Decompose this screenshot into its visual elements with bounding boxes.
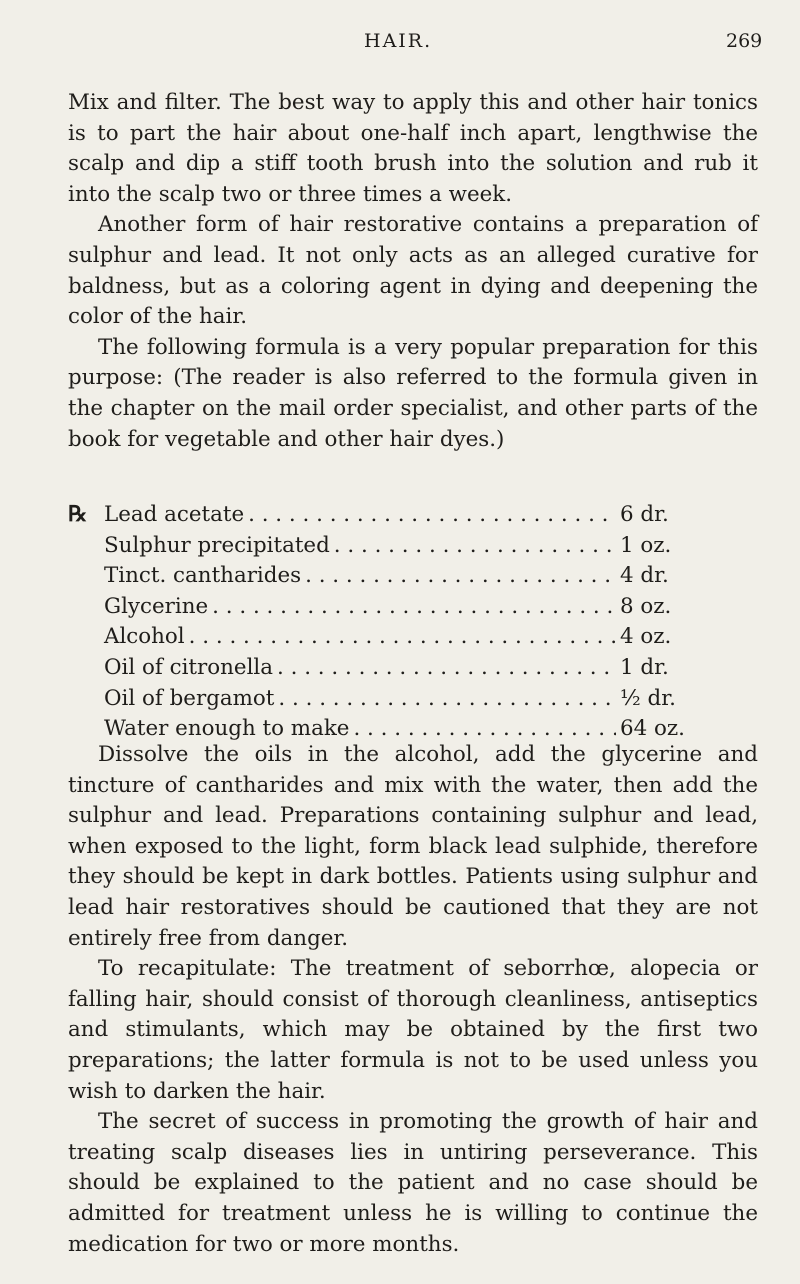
ingredient-name: Tinct. cantharides xyxy=(104,563,302,589)
paragraph: To recapitulate: The treatment of seborrhœ, alopecia or falling hair, should consist of thorough cleanliness, antiseptics and stimulants, which may be obtained by the first two preparations; the latter formula is not to be used unless you wish to darken the hair. xyxy=(68,956,758,1104)
ingredient-row xyxy=(104,561,690,592)
paragraph: Another form of hair restorative contains a preparation of sulphur and lead. It not only acts as an alleged curative for baldness, but as a coloring agent in dying and deepening the color of the hair. xyxy=(68,212,758,330)
paragraph: Dissolve the oils in the alcohol, add the glycerine and tincture of cantharides and mix with the water, then add the sulphur and lead. Preparations containing sulphur and lead, when exposed to the light, form black lead sulphide, therefore they should be kept in dark bottles. Patients using sulphur and lead hair restoratives should be cautioned that they are not entirely free from danger. xyxy=(68,742,758,951)
body-text-top xyxy=(68,88,758,455)
body-text-bottom xyxy=(68,740,758,1260)
ingredient-quantity: 6 dr. xyxy=(620,502,669,527)
ingredient-row xyxy=(104,684,690,715)
paragraph: The secret of success in promoting the growth of hair and treating scalp diseases lies in untiring perseverance. This should be explained to the patient and no case should be admitted for treatment unless he is willing to continue the medication for two or more months. xyxy=(68,1109,758,1257)
leader-dots xyxy=(334,531,616,562)
ingredient-quantity: 4 dr. xyxy=(620,563,669,589)
leader-dots xyxy=(305,561,616,592)
leader-dots xyxy=(248,500,616,531)
ingredient-name: Alcohol xyxy=(104,624,185,650)
leader-dots xyxy=(189,622,616,653)
ingredient-row xyxy=(104,500,690,531)
paragraph: The following formula is a very popular preparation for this purpose: (The reader is also referred to the formula given in the chapter on the mail order specialist, and other parts of the book for vegetable and other hair dyes.) xyxy=(68,334,758,452)
ingredient-list xyxy=(104,500,690,745)
page-number: 269 xyxy=(726,30,763,52)
leader-dots xyxy=(277,653,616,684)
ingredient-quantity: 8 oz. xyxy=(620,593,672,619)
ingredient-name: Lead acetate xyxy=(104,502,245,527)
ingredient-name: Water enough to make xyxy=(104,716,350,742)
leader-dots xyxy=(278,684,616,715)
ingredient-name: Glycerine xyxy=(104,593,209,619)
leader-dots xyxy=(212,592,616,623)
ingredient-quantity: ½ dr. xyxy=(620,685,676,711)
running-title: HAIR. xyxy=(364,30,433,52)
ingredient-row xyxy=(104,622,690,653)
ingredient-quantity: 1 oz. xyxy=(620,532,672,558)
ingredient-name: Oil of bergamot xyxy=(104,685,275,711)
ingredient-row xyxy=(104,653,690,684)
ingredient-name: Oil of citronella xyxy=(104,654,274,680)
ingredient-row xyxy=(104,531,690,562)
ingredient-quantity: 1 dr. xyxy=(620,654,669,680)
ingredient-name: Sulphur precipitated xyxy=(104,532,330,558)
ingredient-quantity: 64 oz. xyxy=(620,716,685,742)
ingredient-row xyxy=(104,592,690,623)
prescription-symbol: ℞ xyxy=(68,502,88,527)
ingredient-quantity: 4 oz. xyxy=(620,624,672,650)
paragraph: Mix and filter. The best way to apply this and other hair tonics is to part the hair about one-half inch apart, lengthwise the scalp and dip a stiff tooth brush into the solution and rub it into the scalp two or three times a week. xyxy=(68,90,758,207)
running-header xyxy=(0,28,800,58)
